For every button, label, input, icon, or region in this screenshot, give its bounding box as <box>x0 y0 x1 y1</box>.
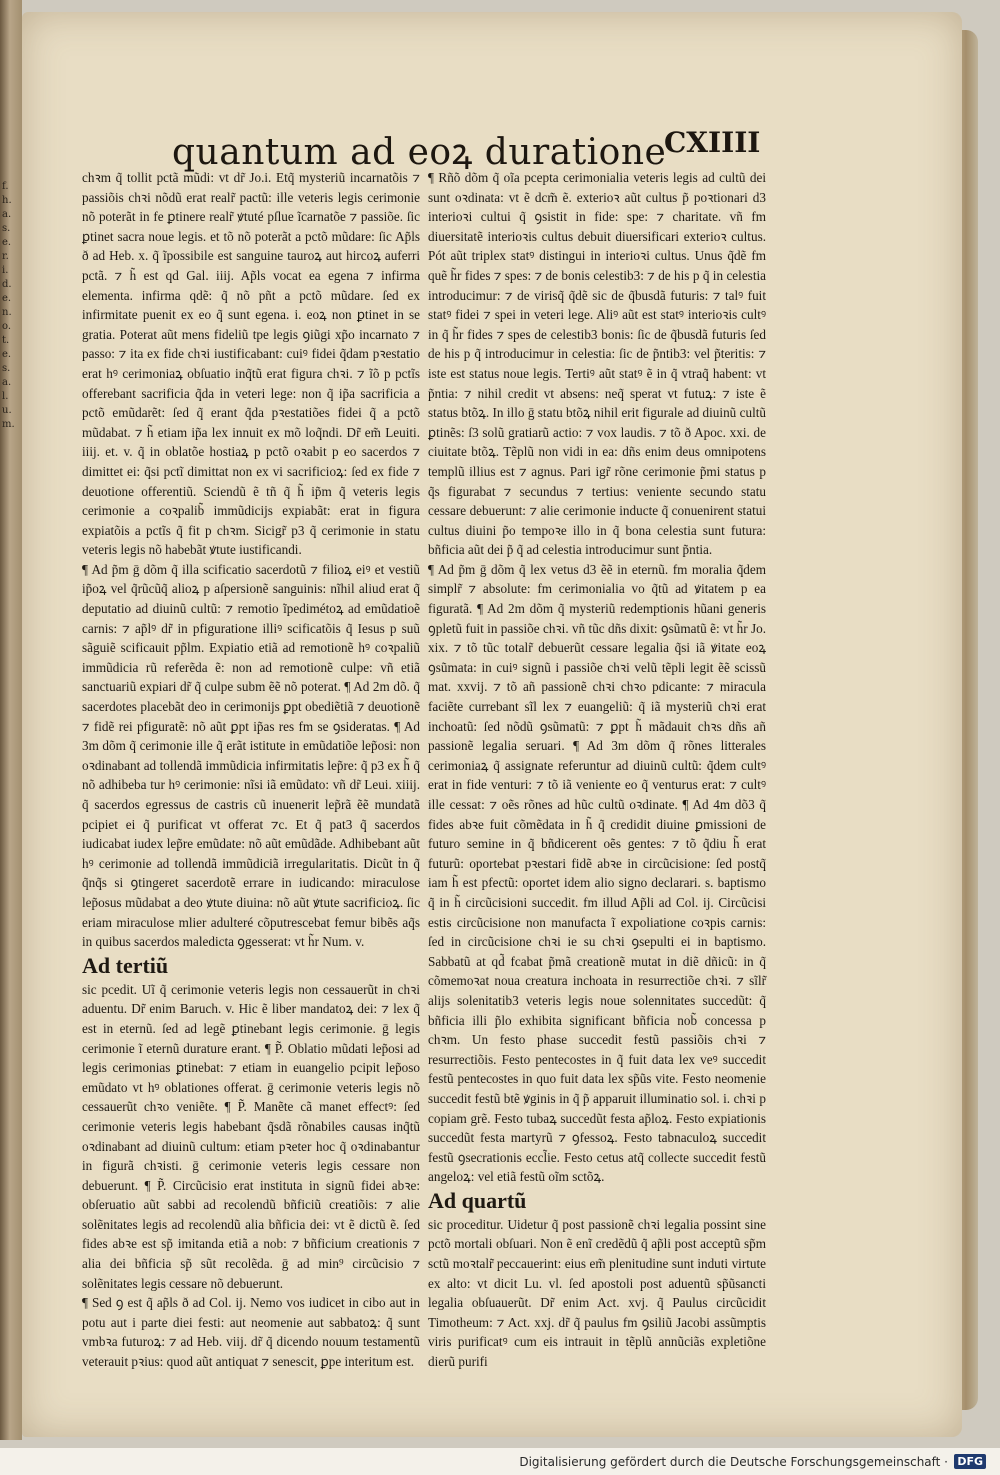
running-head: quantum ad eoꝝ duratione <box>172 132 667 173</box>
paragraph: sic proceditur. Uidetur q̃ post passionẽ chꝛi legalia possint sine pctõ mortali obſuari. Non ẽ enĩ credẽdũ q̃ ap̃li post acceptũ sp̃m sctũ moꝛtalr̃ peccauerint: eius em̃ plenitudine sunt induti virtute ex alto: vt dicit Lu. vl. ſed apostoli post aduentũ sp̃ũsancti legalia obſuauerũt. Dr̃ enim Act. xvj. q̃ Paulus circũcidit Timotheum: ⁊ Act. xxj. dr̃ q̃ paulus fm ꝯsiliũ Jacobi assũmptis viris purificatꝰ cum eis intrauit in tẽplũ annũciãs expletiõne dierũ purifi <box>428 1216 766 1370</box>
digitization-footer <box>0 1448 1000 1475</box>
paragraph: sic pcedit. Uĩ q̃ cerimonie veteris legis non cessauerũt in chꝛi aduentu. Dr̃ enim Baruch. v. Hic ẽ liber mandatoꝝ dei: ⁊ lex q̃ est in eternũ. ſed ad legẽ ꝑtinebant legis cerimonie. ḡ legis cerimonie ĩ eternũ durature erant. ¶ P̃. Oblatio mũdati lep̃osi ad legis cerimonias ꝑtinebat: ⁊ etiam in euangelio pcipit lep̃oso emũdato vt hꝰ oblationes offerat. ḡ cerimonie veteris legis nõ cessauerũt chꝛo veniẽte. ¶ P̃. Manẽte cã manet effectꝰ: ſed cerimonie veteris legis habebant q̃sdã rõnabiles causas inq̃tũ oꝛdinabant ad diuinũ cultum: etiam pꝛeter hoc q̃ oꝛdinabantur in figurã chꝛisti. ḡ cerimonie veteris legis cessare non debuerunt. ¶ P̃. Circũcisio erat instituta in signũ fidei abꝛe: obſeruatio aũt sabbi ad recolendũ bñficiũ creatiõis: ⁊ alie solẽnitates legis ad recolendũ alia bñficia dei: vt ẽ dictũ ẽ. ſed fides abꝛe est sp̃ imitanda etiã a nob: ⁊ bñficium creationis ⁊ alia dei bñficia sp̃ sũt recolẽda. ḡ ad min⁹ circũcisio ⁊ solẽnitates legis cessare nõ debuerunt. <box>82 981 420 1291</box>
funding-notice: Digitalisierung gefördert durch die Deutsche Forschungsgemeinschaft · <box>519 1455 948 1469</box>
paragraph: ¶ Ad p̃m ḡ dõm q̃ lex vetus d3 ẽẽ in eternũ. fm moralia q̃dem simplr̃ ⁊ absolute: fm cerimonialia vo q̃tũ ad ꝟitatem p ea figuratã. ¶ Ad 2m dõm q̃ mysteriũ redemptionis hũani generis ꝯpletũ fuit in passiõe chꝛi. vñ tũc dñs dixit: ꝯsũmatũ ẽ: vt h̃r Jo. xix. ⁊ tõ tũc totalr̃ debuerũt cessare legalia q̃si iã ꝟitate eoꝝ ꝯsũmata: in cuiꝰ signũ i passiõe chꝛi velũ tẽpli legit ẽẽ scissũ mat. xxvij. ⁊ tõ añ passionẽ chꝛi chꝛo pdicante: ⁊ miracula faciẽte currebant sĩl lex ⁊ euangeliũ: q̃ iã mysteriũ chꝛi erat inchoatũ: ſed nõdũ ꝯsũmatũ: ⁊ ꝑpt h̃ mãdauit chꝛs dñs añ passionẽ legalia seruari. ¶ Ad 3m dõm q̃ rõnes litterales cerimoniaꝝ q̃ assignate referuntur ad diuinũ cultũ: q̃dem cultꝰ erat in fide venturi: ⁊ tõ iã veniente eo q̃ venturus erat: ⁊ cultꝰ ille cessat: ⁊ oẽs rõnes ad hũc cultũ oꝛdinate. ¶ Ad 4m dõ3 q̃ fides abꝛe fuit cõmẽdata in h̃ q̃ credidit diuine ꝑmissioni de futuro semine in q̃ bñdicerent oẽs gentes: ⁊ tõ q̃diu h̃ erat futurũ: oportebat pꝛestari fidẽ abꝛe in circũcisione: ſed postq̃ iam h̃ est pfectũ: oportet idem alio signo declarari. s. baptismo q̃ in h̃ circũcisioni succedit. fm illud Ap̃li ad Col. ij. Circũcisi estis circũcisione non manufacta ĩ expoliatione coꝛpis carnis: ſed in circũcisione chꝛi ie su chꝛi ꝯsepulti ei in baptismo. Sabbatũ at qd̃ fcabat p̃mã creationẽ mutat in diẽ dñicũ: in q̃ cõmemoꝛat noua creatura inchoata in resurrectiõe chꝛi. ⁊ sĩlr̃ alijs solenitatib3 veteris legis noue solennitates succedũt: q̃ bñficia illi p̃lo exhibita significant bñficia nob̃ concessa p chꝛm. Un festo phase succedit festũ passiõis chꝛi ⁊ resurrectiõis. Festo pentecostes in q̃ fuit data lex veꝰ succedit festũ pentecostes in quo fuit data lex sp̃ũs vite. Festo neomenie succedit festũ btẽ ꝟginis in q̃ p̃ apparuit illuminatio sol. i. chꝛi p copiam grẽ. Festo tubaꝝ succedũt festa ap̃loꝝ. Festo expiationis succedũt festa martyrũ ⁊ ꝯfessoꝝ. Festo tabnaculoꝝ succedit festũ ꝯsecrationis eccl̃ie. Festo cetus atq̃ collecte succedit festũ angeloꝝ: vel etiã festũ oĩm sctõꝝ. <box>428 561 766 1185</box>
paragraph: chꝛm q̃ tollit pctã mũdi: vt dr̃ Jo.i. Etq̃ mysteriũ incarnatõis ⁊ passiõis chꝛi nõdũ erat realr̃ pactũ: ille veteris legis cerimonie nõ poterãt in fe ꝑtinere realr̃ ꝟtuté pſlue ĩcarnatõe ⁊ passiõe. ſic ꝑtinet sacra noue legis. et tõ nõ poterãt a pctõ mũdare: ſic Ap̃ls ð ad Heb. x. q̃ ĩpossibile est sanguine tauroꝝ aut hircoꝝ auferri pctã. ⁊ h̃ est qd Gal. iiij. Ap̃ls vocat ea egena ⁊ infirma elementa. infirma qdẽ: q̃ nõ pñt a pctõ mũdare. ſed ex infirmitate puenit ex eo q̃ sunt egena. i. eoꝝ non ꝑtinet in se gratia. Poterat aũt mens fideliũ tpe legis ꝯiũgi xp̃o incarnato ⁊ passo: ⁊ ita ex fide chꝛi iustificabant: cuiꝰ fidei q̃dam pꝛestatio erat hꝰ cerimoniaꝝ obſuatio inq̃tũ erat figura chꝛi. ⁊ ĩõ p pctĩs offerebant sacrificia q̃da in veteri lege: non q̃ ip̃a sacrificia a pctõ emũdarẽt: ſed q̃ erant q̃da pꝛestatiões fidei q̃ a pctõ mũdabat. ⁊ h̃ etiam ip̃a lex innuit ex mõ loq̃ndi. Dr̃ em̃ Leuiti. iiij. et. v. q̃ in oblatõe hostiaꝝ p pctõ oꝛabit p eo sacerdos ⁊ dimittet ei: q̃si pctĩ dimittat non ex vi sacrificioꝝ: ſed ex fide ⁊ deuotione offerentiũ. Sciendũ ẽ tñ q̃ h̃ ip̃m q̃ veteris legis cerimonie a coꝛpalib̃ immũdicijs expiabãt: erat in figura expiatõis a pctĩs q̃ fit p chꝛm. Sicigr̃ p3 q̃ cerimonie in statu veteris legis nõ habebãt ꝟtute iustificandi. <box>82 170 420 558</box>
folio-number: CXIIII <box>664 126 761 159</box>
dfg-logo: DFG <box>954 1454 986 1469</box>
paragraph: ¶ Rñõ dõm q̃ oĩa pcepta cerimonialia veteris legis ad cultũ dei sunt oꝛdinata: vt ẽ dcm̃ ẽ. exterioꝛ aũt cultus p̃ poꝛtionari d3 interioꝛi cultui q̃ ꝯsistit in fide: spe: ⁊ charitate. vñ fm diuersitatẽ interioꝛis cultus debuit diuersificari exterioꝛ cultus. Pót aũt triplex statꝰ distingui in interioꝛi cultus. Unus q̃dẽ fm quẽ h̃r fides ⁊ spes: ⁊ de bonis celestib3: ⁊ de his p q̃ in celestia introducimur: ⁊ de virisq̃ q̃dẽ sic de q̃busdã futuris: ⁊ talꝰ fuit statꝰ fidei ⁊ spei in veteri lege. Aliꝰ aũt est statꝰ interioꝛis cultꝰ in q̃ h̃r fides ⁊ spes de celestib3 bonis: ſic de q̃busdã futuris ſed de his p q̃ introducimur in celestia: ſic de p̃ntib3: vel p̃teritis: ⁊ iste est status noue legis. Tertiꝰ aũt statꝰ ẽ in q̃ vtraq̃ habent: vt p̃ntia: ⁊ nihil credit vt absens: neq̃ sperat vt futuꝝ: ⁊ iste ẽ status btõꝝ. In illo ḡ statu btõꝝ nihil erit figurale ad diuinũ cultũ ꝑtinẽs: ſ3 solũ gratiarũ actio: ⁊ vox laudis. ⁊ tõ ð Apoc. xxi. de ciuitate btõꝝ. Tẽplũ non vidi in ea: dñs enim deus omnipotens templũ illius est ⁊ agnus. Pari igr̃ rõne cerimonie p̃mi status p q̃s figurabat ⁊ secundus ⁊ tertius: veniente secundo statu cessare debuerunt: ⁊ alie cerimonie inducte q̃ conuenirent statui cultus diuini p̃o tempoꝛe illo in q̃ bona celestia sunt futura: bñficia aũt dei p̃ q̃ ad celestia introducimur sunt p̃ntia. <box>428 170 766 558</box>
right-text-column <box>428 168 766 1372</box>
facing-page-text: f. h. a. s. e. r. i. d. e. n. o. t. e. s. a. l. u. m. <box>2 181 15 430</box>
section-heading: Ad quartũ <box>428 1187 527 1213</box>
left-text-column <box>82 168 420 1372</box>
facing-page-edge <box>0 0 22 1440</box>
section-heading: Ad tertiũ <box>82 952 169 978</box>
paragraph: ¶ Ad p̃m ḡ dõm q̃ illa scificatio sacerdotũ ⁊ filioꝝ eiꝰ et vestiũ ip̃oꝝ vel q̃rũcũq̃ alioꝝ p aſpersionẽ sanguinis: nĩhil aliud erat q̃ deputatio ad diuinũ cultũ: ⁊ remotio ĩpedimétoꝝ ad emũdatioẽ carnis: ⁊ ap̃lꝰ dr̃ in pfiguratione illiꝰ scificatõis q̃ Iesus p suũ sãguiẽ scificauit pp̃lm. Expiatio etiã ad remotionẽ hꝰ coꝛpaliũ immũdicia rũ referẽda ẽ: non ad remotionẽ culpe: vñ etiã sanctuariũ expiari dr̃ q̃ culpe subm ẽẽ nõ poterat. ¶ Ad 2m dõ. q̃ sacerdotes placebãt deo in cerimonijs ꝑpt obediẽtiã ⁊ deuotionẽ ⁊ fidẽ rei pfiguratẽ: nõ aũt ꝑpt ip̃as res fm se ꝯsideratas. ¶ Ad 3m dõm q̃ cerimonie ille q̃ erãt istitute in emũdatiõe lep̃osi: non oꝛdinabant ad tollendã immũdicia infirmitatis lep̃re: q̃ p3 ex h̃ q̃ nõ adhibeba tur hꝰ cerimonie: nĩsi iã emũdato: vñ dr̃ Leui. xiiij. q̃ sacerdos egressus de castris cũ inuenerit lep̃rã ẽẽ mundatã pcipiet ei q̃ purificat vt offerat ⁊c. Et q̃ pat3 q̃ sacerdos iudicabat iudex lep̃re emũdate: nõ aũt emũdãde. Adhibebant aũt hꝰ cerimonie ad tollendã immũdiciã irregularitatis. Dicũt ṫn q̃ q̃nq̃s si ꝯtingeret sacerdotẽ errare in iudicando: miraculose lep̃osus mũdabat a deo ꝟtute diuina: nõ aũt ꝟtute sacrificioꝝ. ſic eriam miraculose mlier adulteré cõputrescebat femur bibẽs aq̃s in quibus sacerdos maledicta ꝯgesserat: vt h̃r Num. v. <box>82 561 420 950</box>
paragraph: ¶ Sed ꝯ est q̃ ap̃ls ð ad Col. ij. Nemo vos iudicet in cibo aut in potu aut i parte diei festi: aut neomenie aut sabbatoꝝ: q̃ sunt vmbꝛa futuroꝝ: ⁊ ad Heb. viij. dr̃ q̃ dicendo nouum testamentũ veterauit pꝛius: quod aũt antiquat ⁊ senescit, ꝑpe interitum est. <box>82 1295 420 1370</box>
